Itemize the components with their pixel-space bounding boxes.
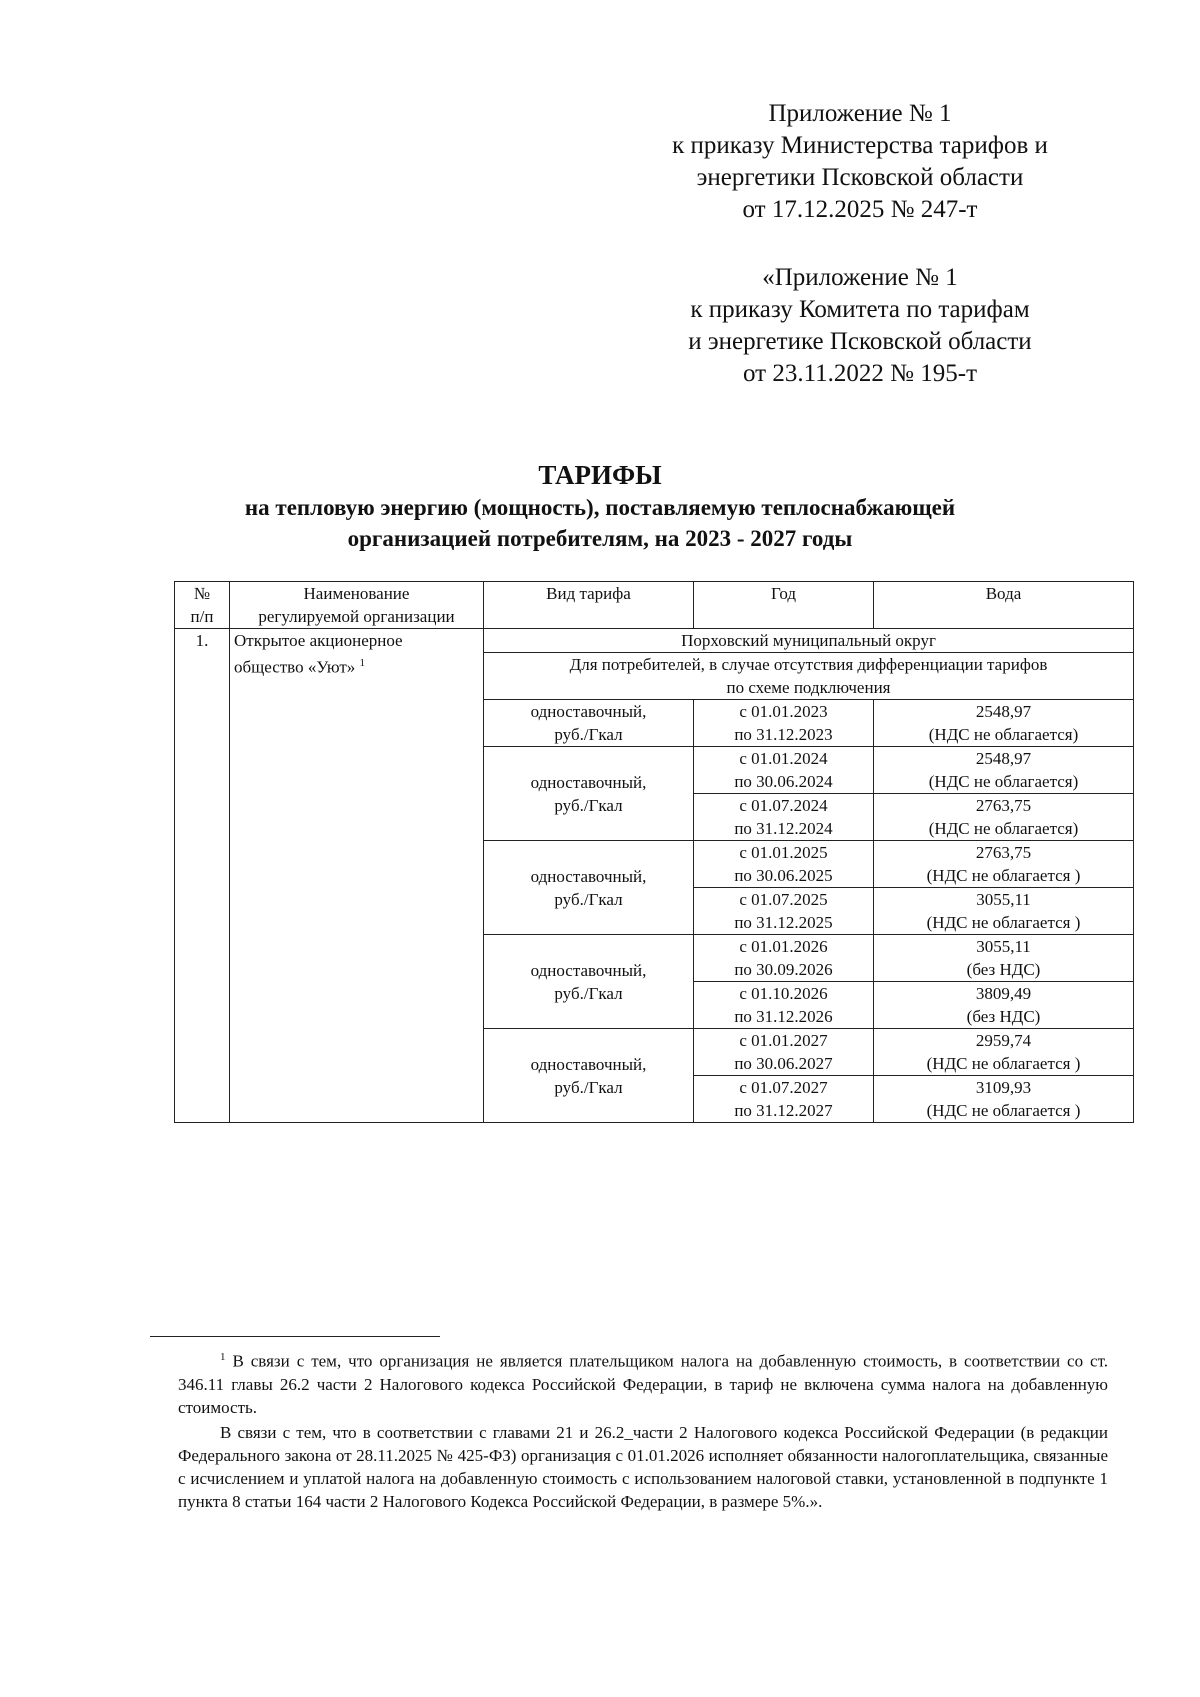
appendix-2-line: к приказу Комитета по тарифам [690, 296, 1030, 323]
tariff-value: 3055,11 (НДС не облагается ) [874, 888, 1134, 935]
header-num: № п/п [175, 582, 230, 629]
period: с 01.01.2024 по 30.06.2024 [694, 747, 874, 794]
appendix-1-line: Приложение № 1 [768, 100, 952, 127]
appendix-1-line: к приказу Министерства тарифов и [672, 132, 1048, 159]
appendix-1-line: энергетики Псковской области [696, 164, 1024, 191]
tariff-kind: одноставочный, руб./Гкал [484, 935, 694, 1029]
appendix-2-line: и энергетике Псковской области [688, 328, 1032, 355]
period: с 01.01.2027 по 30.06.2027 [694, 1029, 874, 1076]
title-sub-1: на тепловую энергию (мощность), поставляемую теплоснабжающей [244, 495, 956, 520]
period: с 01.01.2026 по 30.09.2026 [694, 935, 874, 982]
footnote-paragraph-1: $^1$ В связи с тем, что организация не является плательщиком налога на добавленную стоимость, в соответствии со ст. 346.11 главы 26.2 части 2 Налогового кодекса Российской Федерации, в тариф не включена сумма налога на добавленную стоимость. [178, 1351, 1109, 1417]
tariff-kind: одноставочный, руб./Гкал [484, 1029, 694, 1123]
tariff-value: 2763,75 (НДС не облагается) [874, 794, 1134, 841]
tariff-kind: одноставочный, руб./Гкал [484, 700, 694, 747]
tariff-value: 2959,74 (НДС не облагается ) [874, 1029, 1134, 1076]
header-year: Год [694, 582, 874, 629]
row-number: 1. [175, 629, 230, 1123]
tariff-table [174, 581, 1134, 1123]
period: с 01.07.2025 по 31.12.2025 [694, 888, 874, 935]
tariff-kind: одноставочный, руб./Гкал [484, 841, 694, 935]
header-value: Вода [874, 582, 1134, 629]
appendix-2-line: от 23.11.2022 № 195-т [742, 360, 978, 387]
footnote-marker: 1 [220, 1351, 226, 1363]
period: с 01.07.2027 по 31.12.2027 [694, 1076, 874, 1123]
tariff-value: 2548,97 (НДС не облагается) [874, 700, 1134, 747]
org-name: Открытое акционерное общество «Уют» $^1$ [230, 629, 484, 1123]
period: с 01.01.2025 по 30.06.2025 [694, 841, 874, 888]
header-kind: Вид тарифа [484, 582, 694, 629]
footnote-separator [150, 1336, 440, 1337]
tariff-value: 3109,93 (НДС не облагается ) [874, 1076, 1134, 1123]
footnote-ref: 1 [359, 657, 366, 669]
tariff-kind: одноставочный, руб./Гкал [484, 747, 694, 841]
tariff-value: 3809,49 (без НДС) [874, 982, 1134, 1029]
consumers-note: Для потребителей, в случае отсутствия дифференциации тарифов по схеме подключения [484, 653, 1134, 700]
title-sub-2: организацией потребителям, на 2023 - 2027 годы [347, 526, 853, 551]
appendix-1-header [600, 98, 1120, 226]
document-title [0, 458, 1200, 554]
title-main: ТАРИФЫ [538, 460, 662, 490]
footnotes [178, 1346, 1108, 1515]
table-row [175, 629, 1134, 653]
district: Порховский муниципальный округ [484, 629, 1134, 653]
header-org: Наименование регулируемой организации [230, 582, 484, 629]
appendix-1-line: от 17.12.2025 № 247-т [742, 196, 978, 223]
period: с 01.07.2024 по 31.12.2024 [694, 794, 874, 841]
appendix-2-line: «Приложение № 1 [762, 264, 958, 291]
tariff-value: 3055,11 (без НДС) [874, 935, 1134, 982]
period: с 01.10.2026 по 31.12.2026 [694, 982, 874, 1029]
table-header-row [175, 582, 1134, 629]
appendix-2-header [600, 262, 1120, 390]
tariff-value: 2548,97 (НДС не облагается) [874, 747, 1134, 794]
period: с 01.01.2023 по 31.12.2023 [694, 700, 874, 747]
tariff-value: 2763,75 (НДС не облагается ) [874, 841, 1134, 888]
footnote-paragraph-2: В связи с тем, что в соответствии с главами 21 и 26.2_части 2 Налогового кодекса Российской Федерации (в редакции Федерального закона от 28.11.2025 № 425-ФЗ) организация с 01.01.2026 исполняет обязанности налогоплательщика, связанные с исчислением и уплатой налога на добавленную стоимость с использованием налоговой ставки, установленной в подпункте 1 пункта 8 статьи 164 части 2 Налогового Кодекса Российской Федерации, в размере 5%.». [178, 1422, 1108, 1511]
